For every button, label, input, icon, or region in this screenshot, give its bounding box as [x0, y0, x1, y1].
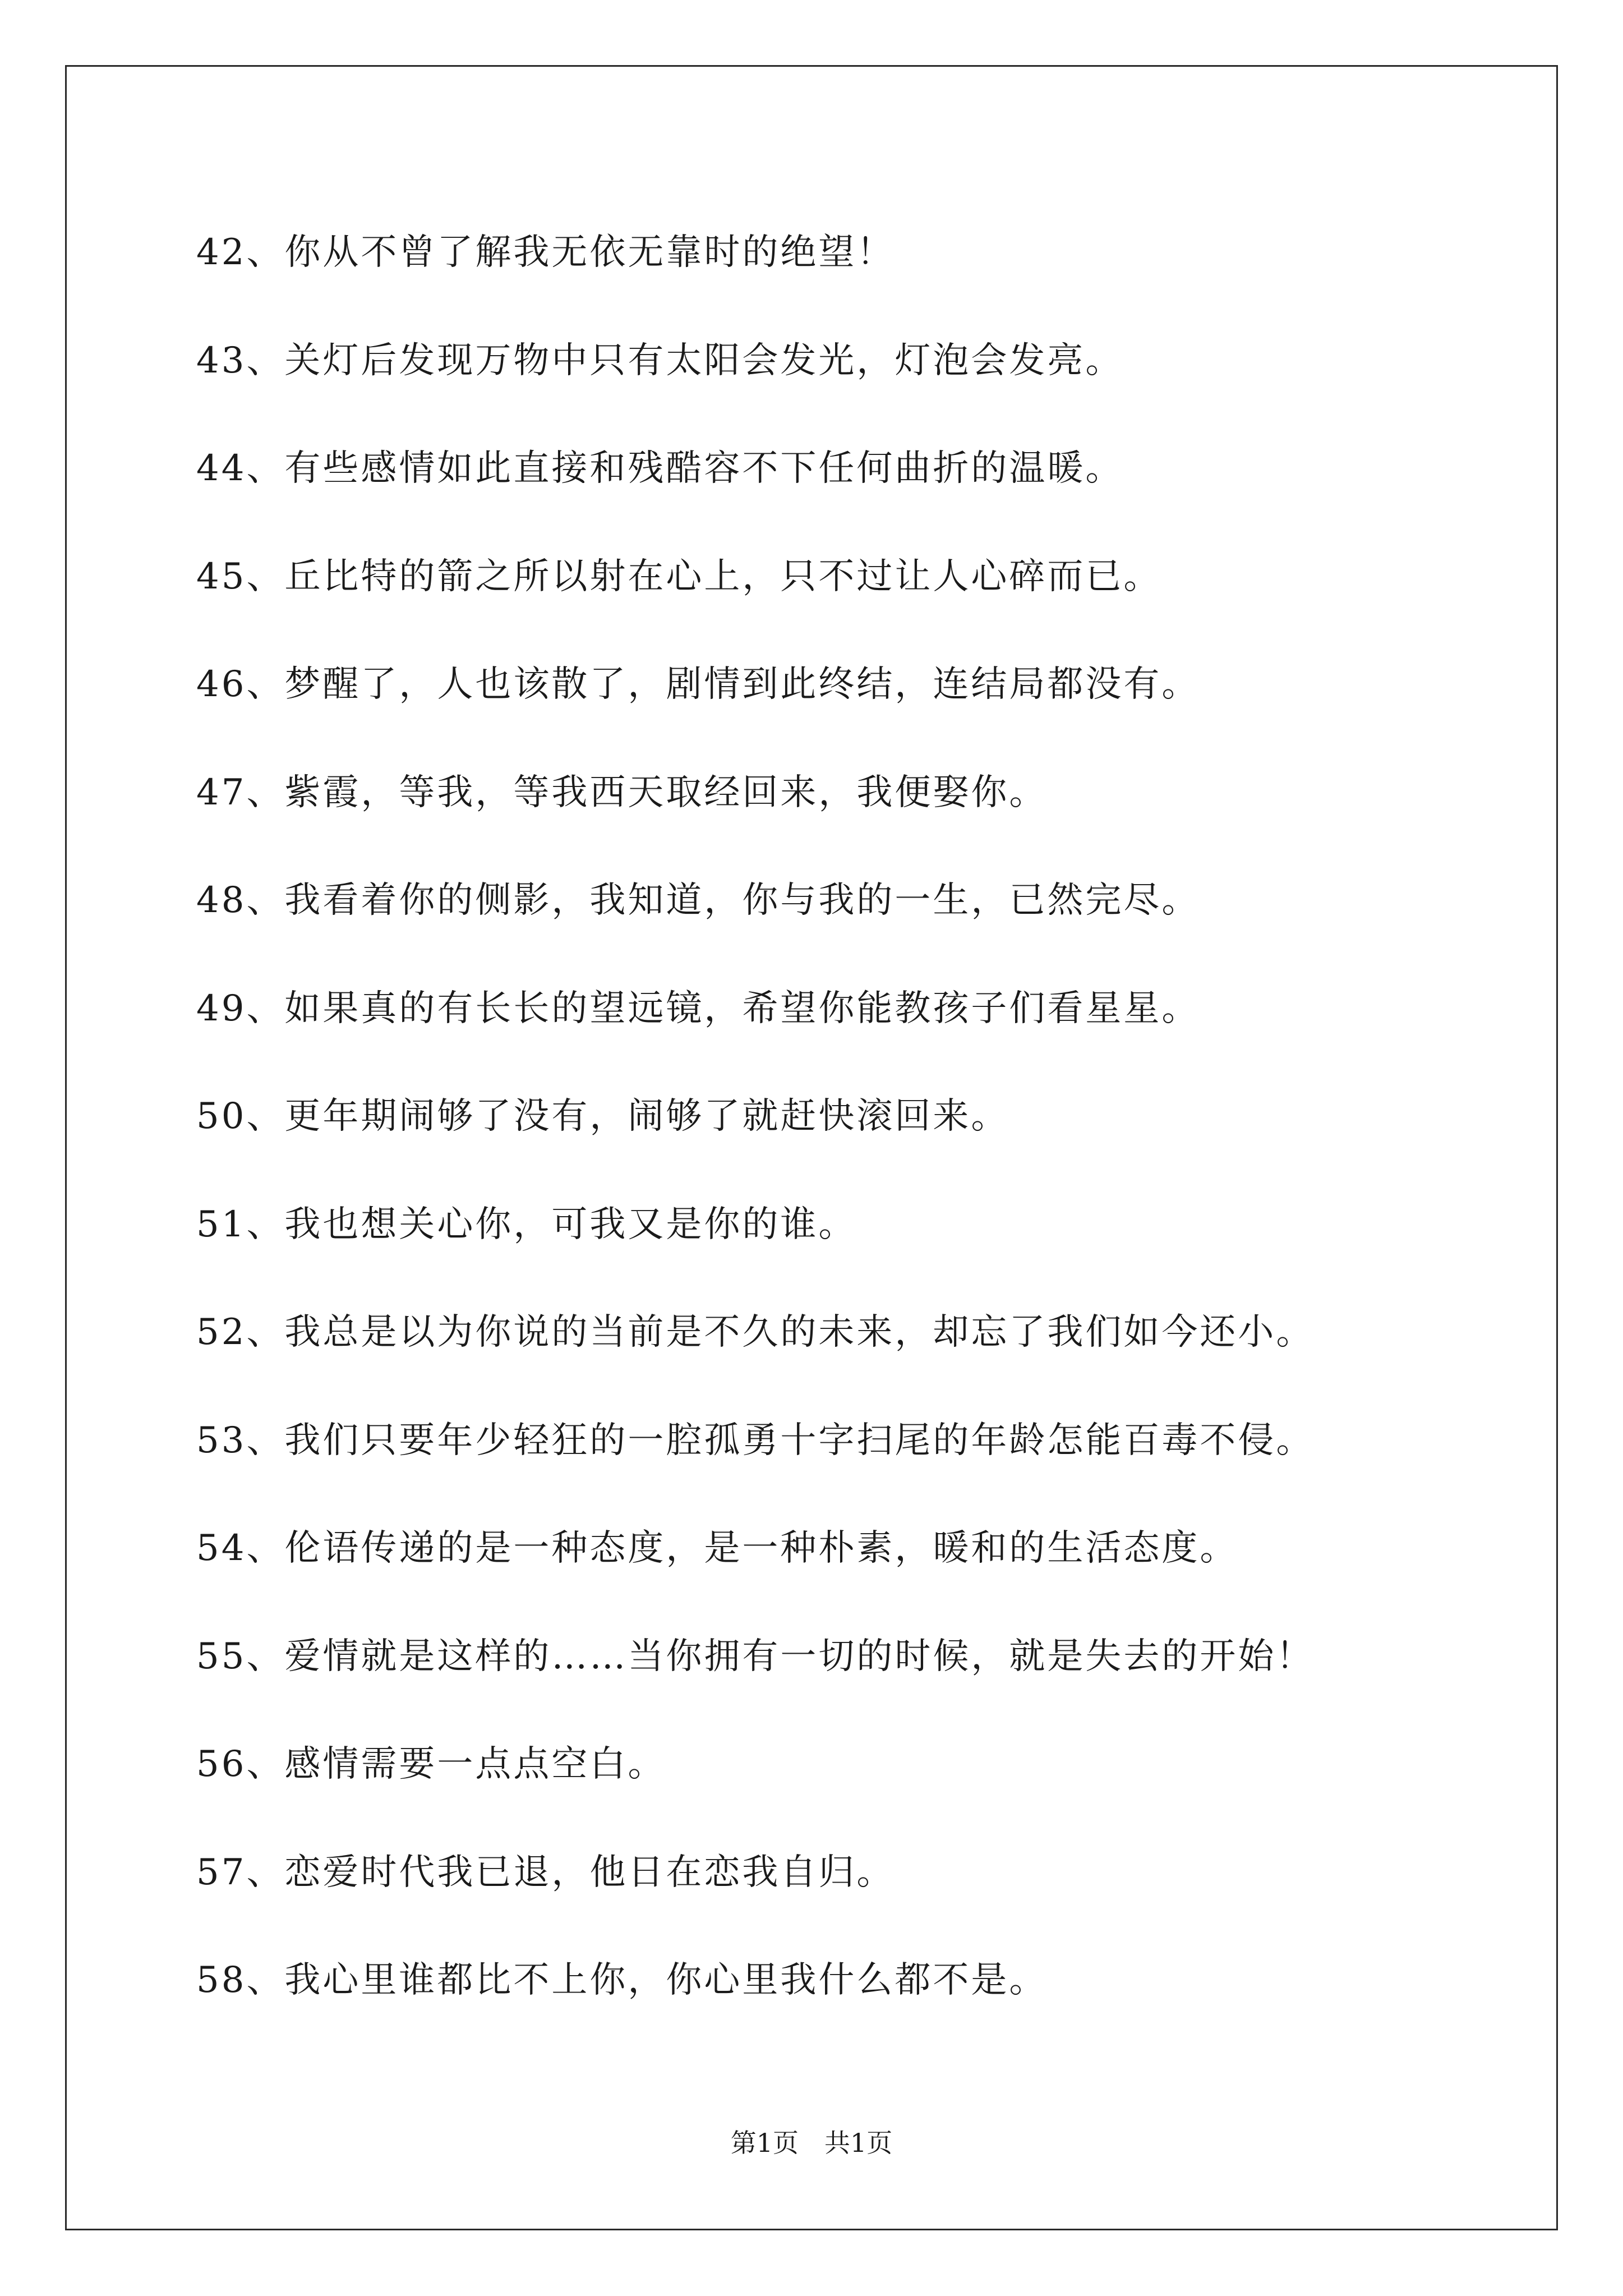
- list-item: 52、我总是以为你说的当前是不久的未来，却忘了我们如今还小。: [196, 1312, 1315, 1353]
- list-item: 45、丘比特的箭之所以射在心上，只不过让人心碎而已。: [196, 555, 1162, 597]
- list-item: 55、爱情就是这样的……当你拥有一切的时候，就是失去的开始！: [196, 1635, 1315, 1677]
- list-item: 43、关灯后发现万物中只有太阳会发光，灯泡会发亮。: [196, 339, 1124, 381]
- list-item: 54、伦语传递的是一种态度，是一种朴素，暖和的生活态度。: [196, 1527, 1238, 1569]
- list-item: 44、有些感情如此直接和残酷容不下任何曲折的温暖。: [196, 448, 1124, 489]
- page-number-footer: 第1页 共1页: [730, 2128, 893, 2158]
- list-item: 50、更年期闹够了没有，闹够了就赶快滚回来。: [196, 1096, 1009, 1137]
- list-item: 42、你从不曾了解我无依无靠时的绝望！: [196, 232, 895, 273]
- list-item: 56、感情需要一点点空白。: [196, 1743, 666, 1785]
- list-item: 58、我心里谁都比不上你，你心里我什么都不是。: [196, 1959, 1048, 2001]
- list-item: 46、梦醒了，人也该散了，剧情到此终结，连结局都没有。: [196, 664, 1200, 705]
- list-item: 48、我看着你的侧影，我知道，你与我的一生，已然完尽。: [196, 880, 1200, 921]
- list-item: 51、我也想关心你，可我又是你的谁。: [196, 1203, 857, 1245]
- text-list: [196, 222, 1486, 2058]
- list-item: 47、紫霞，等我，等我西天取经回来，我便娶你。: [196, 771, 1048, 813]
- list-item: 53、我们只要年少轻狂的一腔孤勇十字扫尾的年龄怎能百毒不侵。: [196, 1419, 1315, 1461]
- list-item: 49、如果真的有长长的望远镜，希望你能教孩子们看星星。: [196, 987, 1200, 1029]
- list-item: 57、恋爱时代我已退，他日在恋我自归。: [196, 1851, 895, 1893]
